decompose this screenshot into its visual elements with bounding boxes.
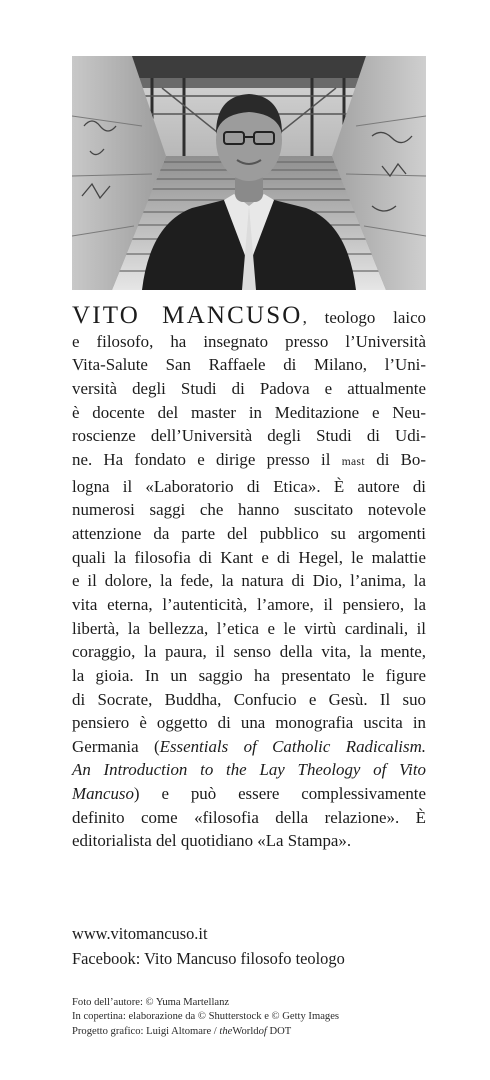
bio-line: pensiero è oggetto di una monografia uscita in <box>72 713 426 733</box>
bio-line: coraggio, la paura, il senso della vita, la mente, <box>72 642 426 662</box>
bio-line: ne. Ha fondato e dirige presso il mast di Bo- <box>72 449 427 469</box>
bio-line: Mancuso) e può essere complessivamente <box>72 784 426 804</box>
author-links <box>72 921 426 971</box>
bio-line: vita eterna, l’autenticità, l’amore, il pensiero, la <box>72 594 426 614</box>
bio-line: editorialista del quotidiano «La Stampa». <box>72 831 352 851</box>
bio-line: VITO MANCUSO, teologo laico <box>72 302 427 329</box>
credits <box>72 996 426 1039</box>
bio-line: attenzione da parte del pubblico su argomenti <box>72 523 426 543</box>
cover-credit: In copertina: elaborazione da © Shutterstock e © Getty Images <box>72 1011 340 1023</box>
bio-line: di Socrate, Buddha, Confucio e Gesù. Il suo <box>72 689 426 709</box>
facebook-page: Facebook: Vito Mancuso filosofo teologo <box>72 949 345 968</box>
bio-line: e filosofo, ha insegnato presso l’Università <box>72 331 426 351</box>
author-biography <box>72 304 426 853</box>
website-url: www.vitomancuso.it <box>72 924 208 943</box>
design-credit: Progetto grafico: Luigi Altomare / theWorldof DOT <box>72 1025 292 1037</box>
author-photo <box>72 56 426 290</box>
author-name: VITO MANCUSO <box>72 302 303 329</box>
bio-line: Vita-Salute San Raffaele di Milano, l’Uni- <box>72 355 426 375</box>
bio-line <box>72 758 426 782</box>
bio-line: è docente del master in Meditazione e Neu- <box>72 402 426 422</box>
bio-line: la gioia. In un saggio ha presentato le figure <box>72 665 426 685</box>
photo-credit: Foto dell’autore: © Yuma Martellanz <box>72 997 230 1008</box>
book-title-cont: An Introduction to the Lay Theology of Vito <box>72 760 426 780</box>
bio-line: quali la filosofia di Kant e di Hegel, le malattie <box>72 547 426 567</box>
mast-smallcaps: mast <box>341 455 366 468</box>
bio-line: numerosi saggi che hanno suscitato notevole <box>72 500 426 520</box>
bio-line: definito come «filosofia della relazione». È <box>72 807 426 827</box>
bio-line: libertà, la bellezza, l’etica e le virtù cardinali, il <box>72 618 426 638</box>
bio-line: logna il «Laboratorio di Etica». È autore di <box>72 476 426 496</box>
bio-line: versità degli Studi di Padova e attualmente <box>72 378 426 398</box>
bio-line: roscienze dell’Università degli Studi di Udi- <box>72 426 426 446</box>
bio-line: e il dolore, la fede, la natura di Dio, l’anima, la <box>72 571 426 591</box>
book-title: Essentials of Catholic Radicalism. <box>159 736 426 756</box>
bio-line: Germania (Essentials of Catholic Radicalism. <box>72 736 426 756</box>
book-title-end: Mancuso <box>72 784 134 804</box>
author-portrait-photo <box>72 56 426 290</box>
